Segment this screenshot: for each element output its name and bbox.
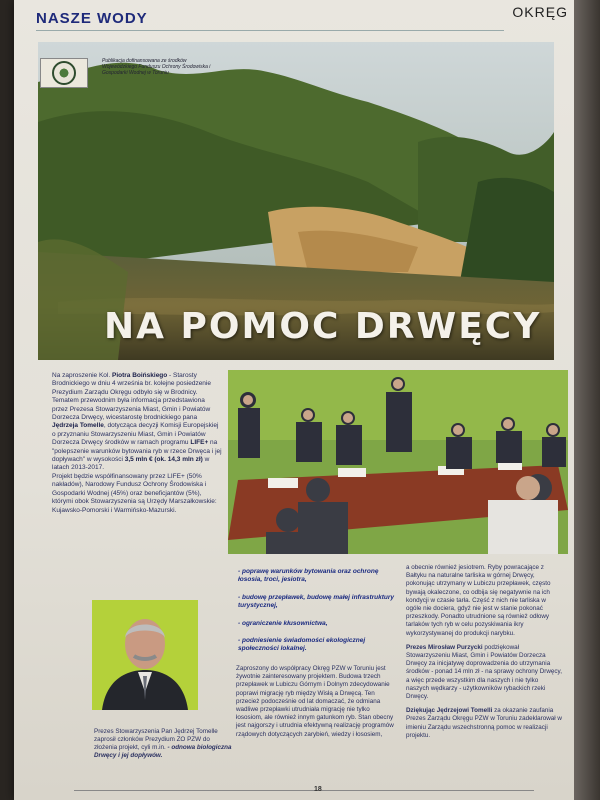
magazine-page bbox=[14, 0, 574, 800]
intro-paragraph: Na zaproszenie Kol. Piotra Boińskiego - Starosty Brodnickiego w dniu 4 września br. kolejne posiedzenie Prezydium Zarządu Okręgu odbyło się w Brodnicy. Tematem przewodnim była informacja przedstawiona przez Prezesa Stowarzyszenia Miast, Gmin i Powiatów Dorzecza Drwęcy, wicestarostę brodnickiego pana Jędrzeja Tomelle, dotycząca decyzji Komisji Europejskiej o przyznaniu Stowarzyszeniu Miast, Gmin i Powiatów Dorzecza Drwęcy środków w ramach programu LIFE+ na "polepszenie warunków bytowania ryb w rzece Drwęca i jej dopływach" w wysokości 3,5 mln € (ok. 14,3 mln zł) w latach 2013-2017. bbox=[52, 372, 222, 472]
goal-item: - podniesienie świadomości ekologicznej społeczności lokalnej. bbox=[238, 637, 366, 653]
header-divider bbox=[36, 30, 504, 31]
section-title: NASZE WODY bbox=[36, 10, 148, 27]
right-column-text bbox=[406, 564, 562, 746]
portrait-photo bbox=[92, 600, 198, 710]
goal-item: - ograniczenie kłusownictwa, bbox=[238, 619, 328, 627]
region-title: OKRĘG bbox=[512, 4, 568, 20]
meeting-photo bbox=[228, 370, 568, 554]
sponsor-note: Publikacja dofinansowana ze środków Wojewódzkiego Funduszu Ochrony Środowiska i Gospodarki Wodnej w Toruniu bbox=[102, 58, 211, 76]
page-edge-shadow bbox=[574, 0, 600, 800]
article-intro bbox=[52, 372, 222, 515]
middle-column-text bbox=[236, 665, 396, 745]
right-paragraph-2: Prezes Mirosław Purzycki podziękował Stowarzyszeniu Miast, Gmin i Powiatów Dorzecza Drwęcy za inicjatywę doprowadzenia do utrzymania środków - ponad 14 mln zł - na sprawy ochrony Drwęcy, a więc przede wszystkim dla naszych i nie tylko naszych wędkarzy - użytkowników rybackich rzeki Drwęcy. bbox=[406, 643, 562, 701]
middle-paragraph: Zaproszony do współpracy Okręg PZW w Toruniu jest żywotnie zainteresowany projektem. Budowa trzech przepławek w Lubiczu Górnym i Dolnym zdecydowanie poprawi migrację ryb między Wisłą a Drwęcą. Ten przecież podocześnie od lat domaczać, że odmiana wadliwe przepławki utrudniała migrację nie tylko łososiom, ale również innym gatunkom ryb. Stan obecny jest najgorszy i utrudnia efektywną realizację programów rządowych dotyczących zarybień, wiedzy i łososiem, bbox=[236, 665, 394, 738]
page-number: 18 bbox=[314, 786, 322, 793]
goal-item: - budowę przepławek, budowę małej infrastruktury turystycznej, bbox=[238, 593, 395, 610]
goal-item: - poprawę warunków bytowania oraz ochronę łososia, troci, jesiotra, bbox=[238, 568, 379, 584]
footer-divider bbox=[74, 790, 534, 791]
funding-paragraph: Projekt będzie współfinansowany przez LIFE+ (50% nakładów), Narodowy Fundusz Ochrony Środowiska i Gospodarki Wodnej (45%) oraz beneficjantów (5%), którymi obok Stowarzyszenia są Urzędy Marszałkowskie: Kujawsko-Pomorski i Warmińsko-Mazurski. bbox=[52, 472, 217, 514]
article-headline: NA POMOC DRWĘCY bbox=[104, 306, 542, 347]
right-paragraph-1: a obecnie również jesiotrem. Ryby powracające z Bałtyku na naturalne tarliska w górnej Drwęcy, pokonując utrzymany w Lubiczu przepławek, często bywają okaleczone, co odbija się negatywnie na ich kondycji w czasie tarła. Część z nich nie tarliska w ogóle nie dociera, gdyż nie jest w stanie pokonać przeszkody. Ponadto utrudnione są również odłowy tarlaków tych ryb w celu pozyskiwania ikry wykorzystywanej do produkcji narybku. bbox=[406, 564, 551, 637]
sponsor-logo bbox=[40, 58, 88, 88]
right-paragraph-3: Dziękując Jędrzejowi Tomelli za okazanie zaufania Prezes Zarządu Okręgu PZW w Toruniu zadeklarował w imieniu Zarządu wszechstronną pomoc w realizacji projektu. bbox=[406, 707, 562, 739]
project-goals-list bbox=[238, 568, 398, 663]
wfos-logo-icon bbox=[52, 61, 76, 85]
portrait-caption: Prezes Stowarzyszenia Pan Jędrzej Tomelle zaprosił członków Prezydium ZO PZW do złożenia projekt, cyli m.in. - odnowa biologiczna Drwęcy i jej dopływów. bbox=[94, 728, 232, 759]
